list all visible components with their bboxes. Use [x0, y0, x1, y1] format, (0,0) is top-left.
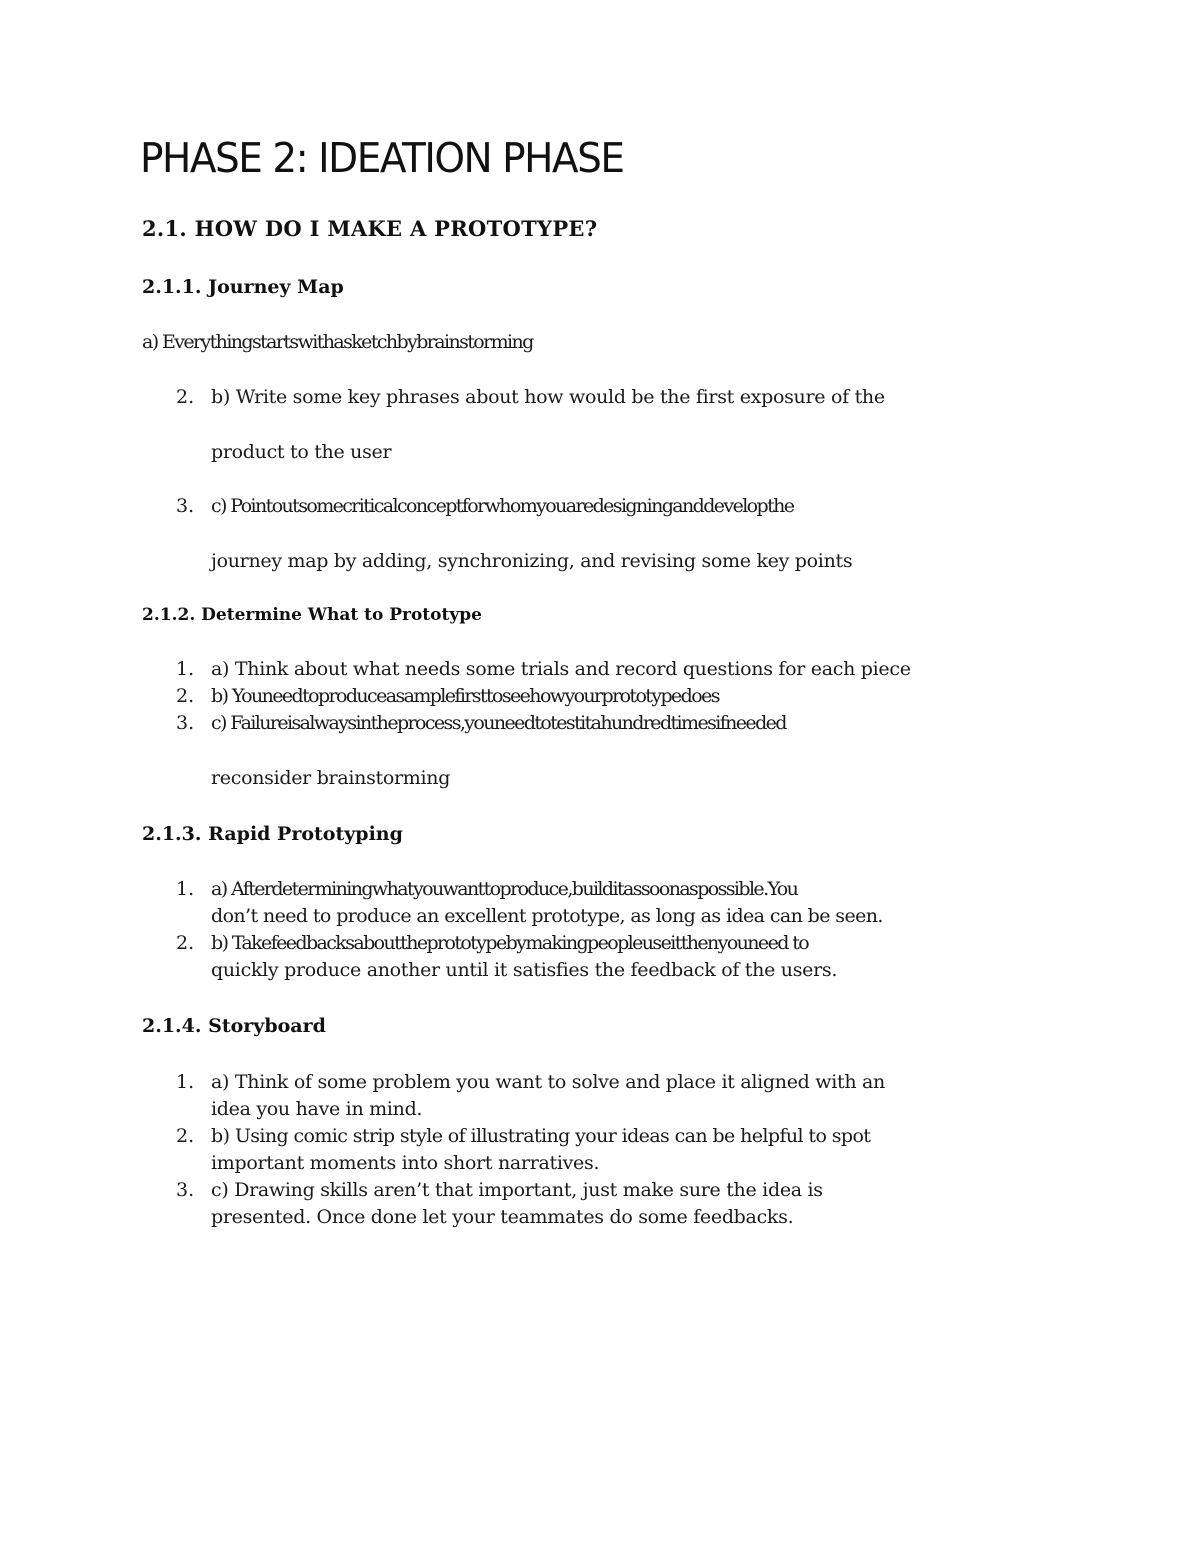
list-item-text: b) Write some key phrases about how would be the first exposure of the [211, 386, 885, 408]
list-item-number: 1. [176, 1071, 195, 1093]
list-item-text: a) Think about what needs some trials and record questions for each piece [211, 658, 911, 680]
list-item-text: b) Takefeedbacksabouttheprototypebymakingpeopleuseitthenyouneed to [211, 932, 809, 954]
list-item-text-continued: product to the user [211, 441, 392, 463]
storyboard-heading: 2.1.4. Storyboard [142, 1015, 326, 1037]
list-item-text: c) Drawing skills aren’t that important, just make sure the idea is [211, 1179, 823, 1201]
list-item-text-continued: quickly produce another until it satisfies the feedback of the users. [211, 959, 838, 981]
journey-map-intro: a) Everythingstartswithasketchbybrainstorming [142, 331, 533, 353]
list-item-number: 2. [176, 386, 195, 408]
journey-map-heading: 2.1.1. Journey Map [142, 276, 344, 298]
rapid-heading: 2.1.3. Rapid Prototyping [142, 823, 403, 845]
list-item-text: c) Pointoutsomecriticalconceptforwhomyouaredesigninganddevelopthe [211, 495, 794, 517]
list-item-text: a) Afterdeterminingwhatyouwanttoproduce,builditassoonaspossible.You [211, 878, 798, 900]
list-item-number: 1. [176, 658, 195, 680]
list-item-text-continued: journey map by adding, synchronizing, and revising some key points [211, 550, 853, 572]
determine-heading: 2.1.2. Determine What to Prototype [142, 605, 482, 625]
list-item-text: a) Think of some problem you want to solve and place it aligned with an [211, 1071, 885, 1093]
list-item-text-continued: presented. Once done let your teammates do some feedbacks. [211, 1206, 794, 1228]
section-heading: 2.1. HOW DO I MAKE A PROTOTYPE? [142, 216, 598, 241]
list-item-text: b) Youneedtoproduceasamplefirsttoseehowyourprototypedoes [211, 685, 719, 707]
list-item-number: 1. [176, 878, 195, 900]
list-item-number: 2. [176, 932, 195, 954]
list-item-number: 3. [176, 1179, 195, 1201]
list-item-text-continued: reconsider brainstorming [211, 767, 451, 789]
page-title: PHASE 2: IDEATION PHASE [140, 135, 624, 183]
list-item-text: b) Using comic strip style of illustrating your ideas can be helpful to spot [211, 1125, 871, 1147]
list-item-text-continued: important moments into short narratives. [211, 1152, 600, 1174]
list-item-text-continued: idea you have in mind. [211, 1098, 423, 1120]
list-item-number: 2. [176, 1125, 195, 1147]
list-item-text: c) Failureisalwaysintheprocess,youneedtotestitahundredtimesifneeded [211, 712, 786, 734]
list-item-text-continued: don’t need to produce an excellent prototype, as long as idea can be seen. [211, 905, 883, 927]
list-item-number: 3. [176, 712, 195, 734]
list-item-number: 2. [176, 685, 195, 707]
list-item-number: 3. [176, 495, 195, 517]
